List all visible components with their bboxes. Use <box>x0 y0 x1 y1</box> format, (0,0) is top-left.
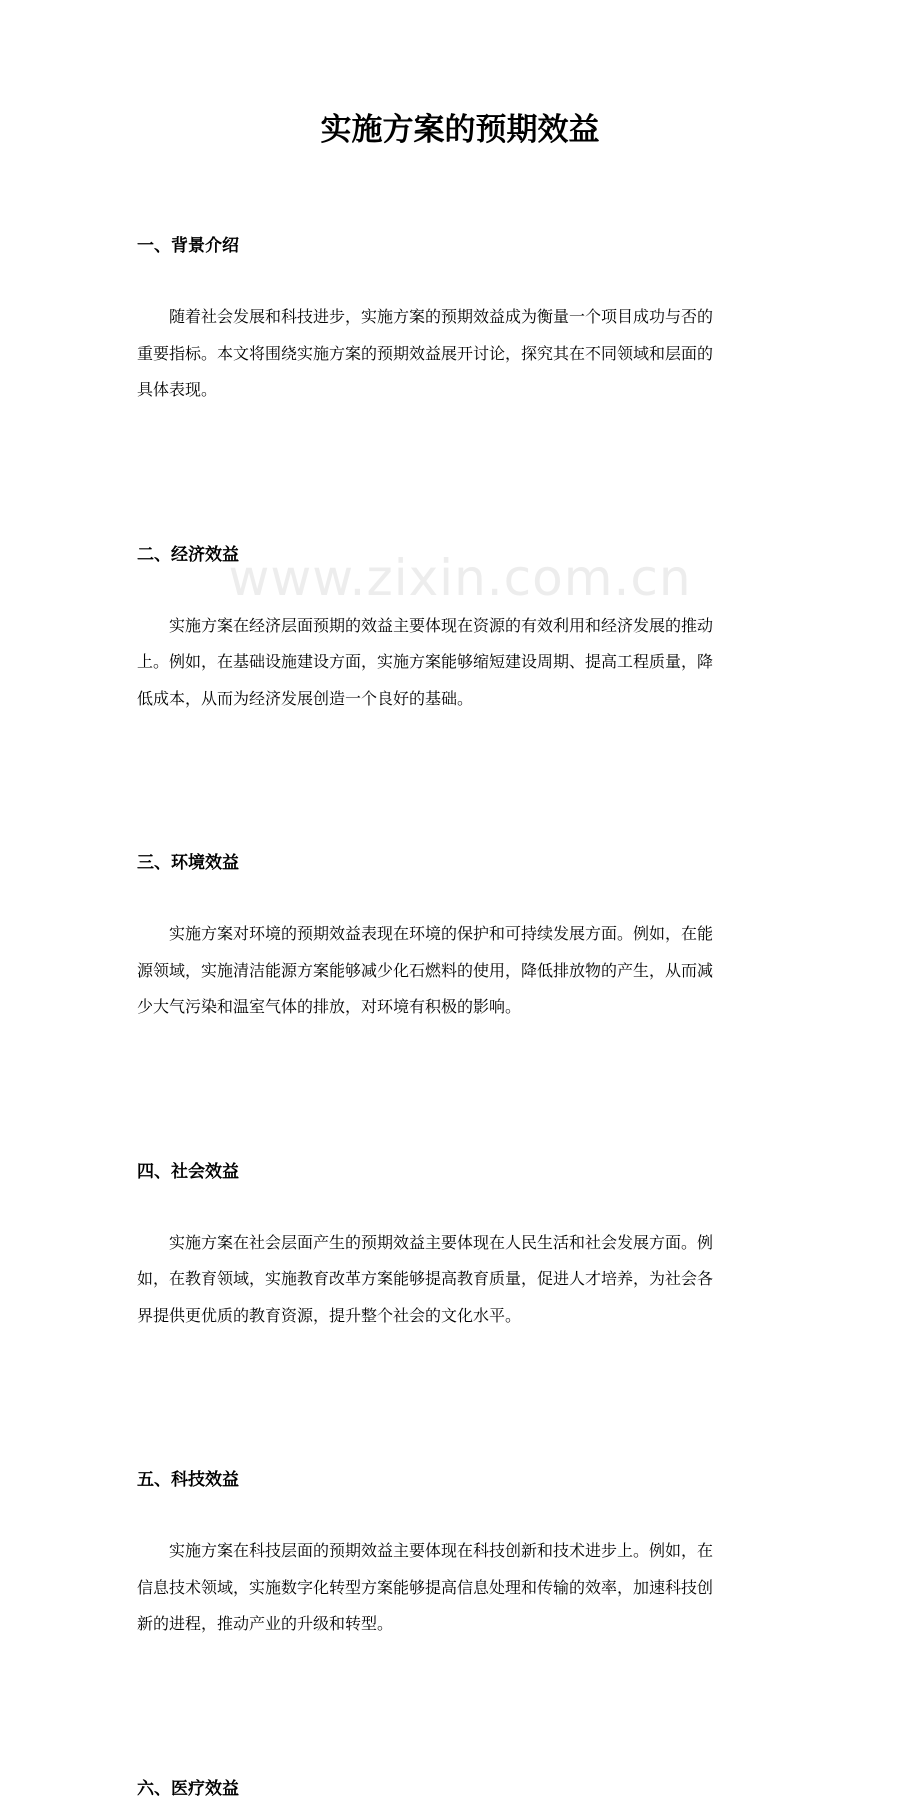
body-line: 随着社会发展和科技进步，实施方案的预期效益成为衡量一个项目成功与否的 <box>169 307 714 326</box>
body-line: 信息技术领域，实施数字化转型方案能够提高信息处理和传输的效率，加速科技创 <box>137 1577 714 1597</box>
body-line: 低成本，从而为经济发展创造一个良好的基础。 <box>137 688 474 708</box>
section-body-economic <box>137 608 787 718</box>
body-line: 实施方案在社会层面产生的预期效益主要体现在人民生活和社会发展方面。例 <box>169 1232 714 1252</box>
body-line: 实施方案在科技层面的预期效益主要体现在科技创新和技术进步上。例如，在 <box>169 1541 714 1560</box>
body-line: 实施方案在经济层面预期的效益主要体现在资源的有效利用和经济发展的推动 <box>169 615 714 635</box>
section-heading-social: 四、社会效益 <box>137 1161 239 1182</box>
body-line: 具体表现。 <box>137 380 218 399</box>
body-line: 界提供更优质的教育资源，提升整个社会的文化水平。 <box>137 1305 522 1325</box>
body-line: 源领域，实施清洁能源方案能够减少化石燃料的使用，降低排放物的产生，从而减 <box>137 960 714 980</box>
body-line: 重要指标。本文将围绕实施方案的预期效益展开讨论，探究其在不同领域和层面的 <box>137 343 714 363</box>
section-heading-environmental: 三、环境效益 <box>137 853 239 873</box>
section-body-environmental <box>137 916 787 1026</box>
section-heading-economic: 二、经济效益 <box>137 544 239 565</box>
body-line: 如，在教育领域，实施教育改革方案能够提高教育质量，促进人才培养，为社会各 <box>137 1269 714 1288</box>
section-body-social <box>137 1225 787 1335</box>
section-body-background <box>137 299 787 409</box>
body-line: 实施方案对环境的预期效益表现在环境的保护和可持续发展方面。例如，在能 <box>169 924 714 943</box>
section-heading-technology: 五、科技效益 <box>137 1470 239 1490</box>
body-line: 少大气污染和温室气体的排放，对环境有积极的影响。 <box>137 997 522 1016</box>
section-body-technology <box>137 1533 787 1643</box>
page-title: 实施方案的预期效益 <box>320 112 600 148</box>
body-line: 新的进程，推动产业的升级和转型。 <box>137 1614 394 1633</box>
body-line: 上。例如，在基础设施建设方面，实施方案能够缩短建设周期、提高工程质量，降 <box>137 652 714 671</box>
section-heading-background: 一、背景介绍 <box>137 236 239 256</box>
watermark: www.zixin.com.cn <box>228 549 692 607</box>
section-heading-medical: 六、医疗效益 <box>137 1778 239 1799</box>
